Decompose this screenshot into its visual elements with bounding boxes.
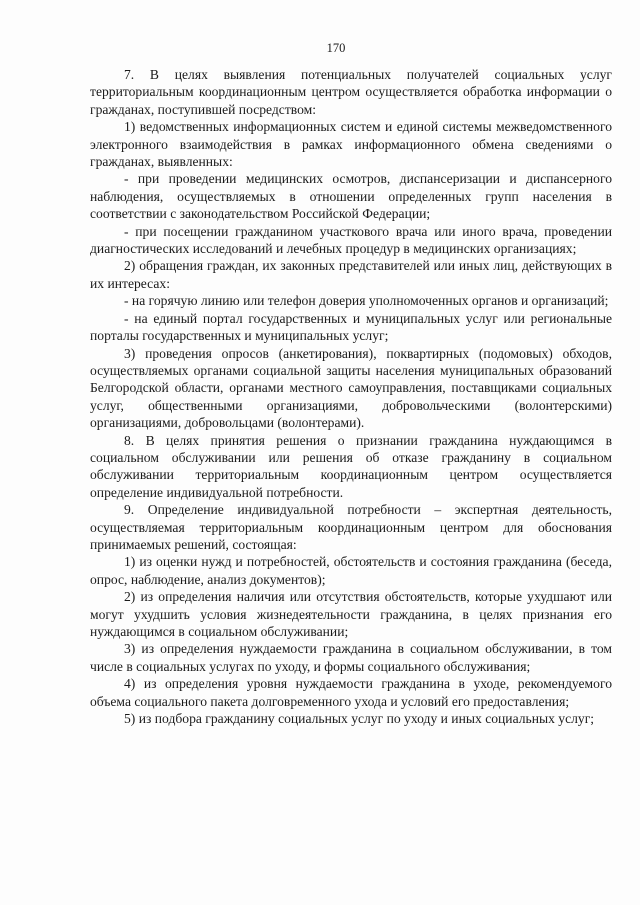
paragraph: 9. Определение индивидуальной потребности – экспертная деятельность, осуществляемая территориальным координационным центром для обоснования принимаемых решений, состоящая: <box>90 502 612 552</box>
paragraph: 1) из оценки нужд и потребностей, обстоятельств и состояния гражданина (беседа, опрос, наблюдение, анализ документов); <box>90 554 612 587</box>
paragraph: 3) проведения опросов (анкетирования), поквартирных (подомовых) обходов, осуществляемых органами социальной защиты населения муниципальных образований Белгородской области, органами местного самоуправления, поставщиками социальных услуг, общественными организациями, добровольческими (волонтерскими) организациями, добровольцами (волонтерами). <box>90 345 612 431</box>
paragraph: 3) из определения нуждаемости гражданина в социальном обслуживании, в том числе в социальных услугах по уходу, и формы социального обслуживания; <box>90 641 612 674</box>
paragraph: 5) из подбора гражданину социальных услуг по уходу и иных социальных услуг; <box>124 711 595 727</box>
paragraph: 1) ведомственных информационных систем и единой системы межведомственного электронного взаимодействия в рамках информационного обмена сведениями о гражданах, выявленных: <box>90 119 612 170</box>
paragraph: - на горячую линию или телефон доверия уполномоченных органов и организаций; <box>124 293 609 309</box>
paragraph: 8. В целях принятия решения о признании гражданина нуждающимся в социальном обслуживании или решения об отказе гражданину в социальном обслуживании территориальным координационным центром осуществляется определение индивидуальной потребности. <box>90 432 612 500</box>
paragraph: 2) из определения наличия или отсутствия обстоятельств, которые ухудшают или могут ухудшить условия жизнедеятельности гражданина, в целях признания его нуждающимся в социальном обслуживании; <box>90 589 612 639</box>
paragraph: - при проведении медицинских осмотров, диспансеризации и диспансерного наблюдения, осуществляемых в отношении определенных групп населения в соответствии с законодательством Российской Федерации; <box>90 171 612 222</box>
paragraph: 2) обращения граждан, их законных представителей или иных лиц, действующих в их интересах: <box>90 258 612 291</box>
paragraph: 7. В целях выявления потенциальных получателей социальных услуг территориальным координационным центром осуществляется обработка информации о гражданах, поступившей посредством: <box>90 67 612 117</box>
page-number: 170 <box>326 41 346 55</box>
paragraph: 4) из определения уровня нуждаемости гражданина в уходе, рекомендуемого объема социального пакета долговременного ухода и условий его предоставления; <box>90 676 612 709</box>
paragraph: - при посещении гражданином участкового врача или иного врача, проведении диагностических исследований и лечебных процедур в медицинских организациях; <box>90 223 612 257</box>
paragraph: - на единый портал государственных и муниципальных услуг или региональные порталы государственных и муниципальных услуг; <box>90 310 612 344</box>
